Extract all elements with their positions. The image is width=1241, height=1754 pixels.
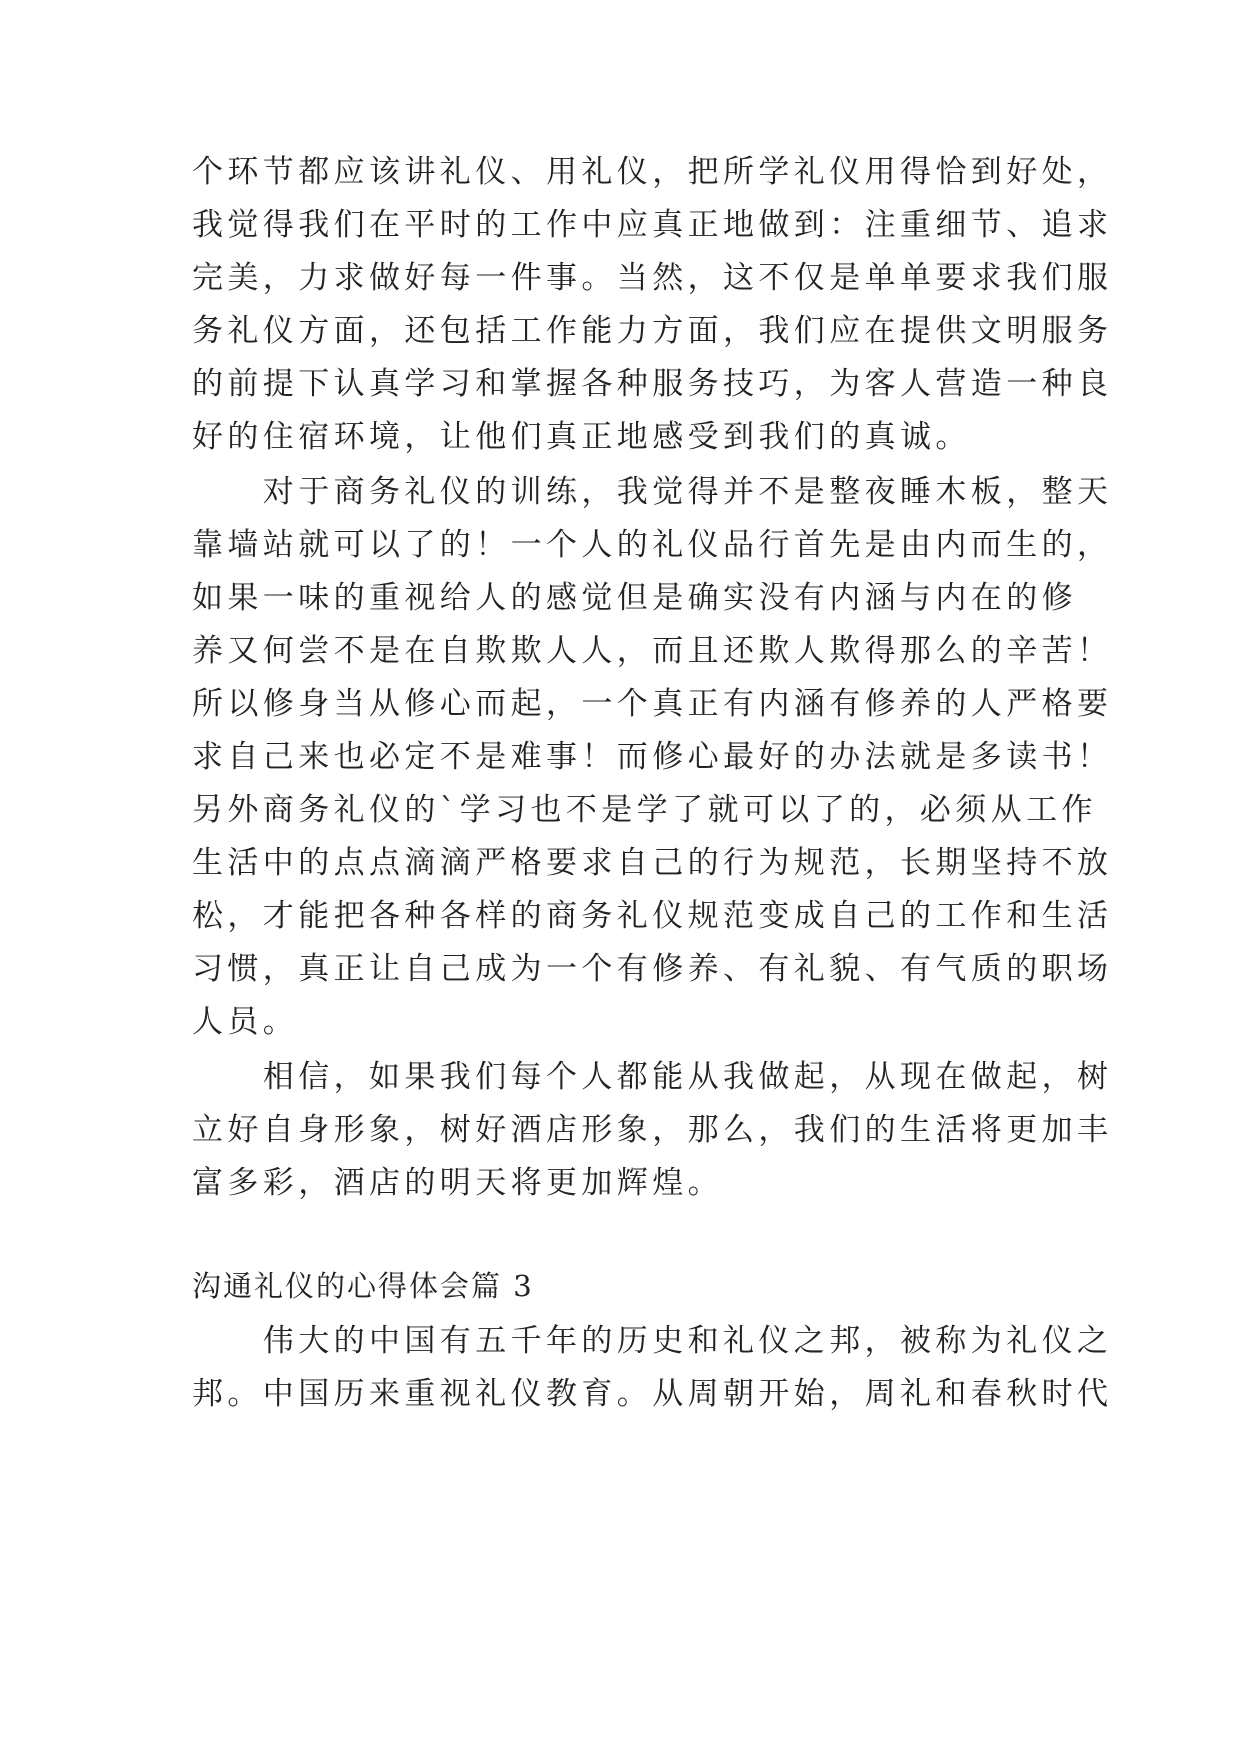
body-text-line: 的前提下认真学习和掌握各种服务技巧，为客人营造一种良 [192,366,1113,402]
body-text-line: 邦。中国历来重视礼仪教育。从周朝开始，周礼和春秋时代 [192,1376,1113,1412]
section-heading: 沟通礼仪的心得体会篇 3 [192,1269,534,1303]
body-text-line: 完美，力求做好每一件事。当然，这不仅是单单要求我们服 [192,260,1113,296]
body-text-line: 人员。 [192,1004,299,1040]
body-text-line: 相信，如果我们每个人都能从我做起，从现在做起，树 [192,1059,1113,1095]
body-text-line: 所以修身当从修心而起，一个真正有内涵有修养的人严格要 [192,686,1113,722]
body-text-line: 靠墙站就可以了的！一个人的礼仪品行首先是由内而生的， [192,527,1113,563]
body-text-line: 习惯，真正让自己成为一个有修养、有礼貌、有气质的职场 [192,951,1113,987]
body-text-line: 伟大的中国有五千年的历史和礼仪之邦，被称为礼仪之 [192,1323,1113,1359]
body-text-line: 我觉得我们在平时的工作中应真正地做到：注重细节、追求 [192,207,1113,243]
body-text-line: 另外商务礼仪的`学习也不是学了就可以了的，必须从工作 [192,792,1097,828]
body-text-line: 对于商务礼仪的训练，我觉得并不是整夜睡木板，整天 [192,474,1113,510]
body-text-line: 好的住宿环境，让他们真正地感受到我们的真诚。 [192,419,971,455]
body-text-line: 求自己来也必定不是难事！而修心最好的办法就是多读书！ [192,739,1113,775]
body-text-line: 富多彩，酒店的明天将更加辉煌。 [192,1165,723,1201]
body-text-line: 务礼仪方面，还包括工作能力方面，我们应在提供文明服务 [192,313,1113,349]
body-text-line: 养又何尝不是在自欺欺人人，而且还欺人欺得那么的辛苦！ [192,633,1113,669]
body-text-line: 个环节都应该讲礼仪、用礼仪，把所学礼仪用得恰到好处， [192,154,1113,190]
body-text-line: 生活中的点点滴滴严格要求自己的行为规范，长期坚持不放 [192,845,1113,881]
body-text-line: 松，才能把各种各样的商务礼仪规范变成自己的工作和生活 [192,898,1113,934]
body-text-line: 立好自身形象，树好酒店形象，那么，我们的生活将更加丰 [192,1112,1113,1148]
body-text-line: 如果一味的重视给人的感觉但是确实没有内涵与内在的修 [192,580,1077,616]
